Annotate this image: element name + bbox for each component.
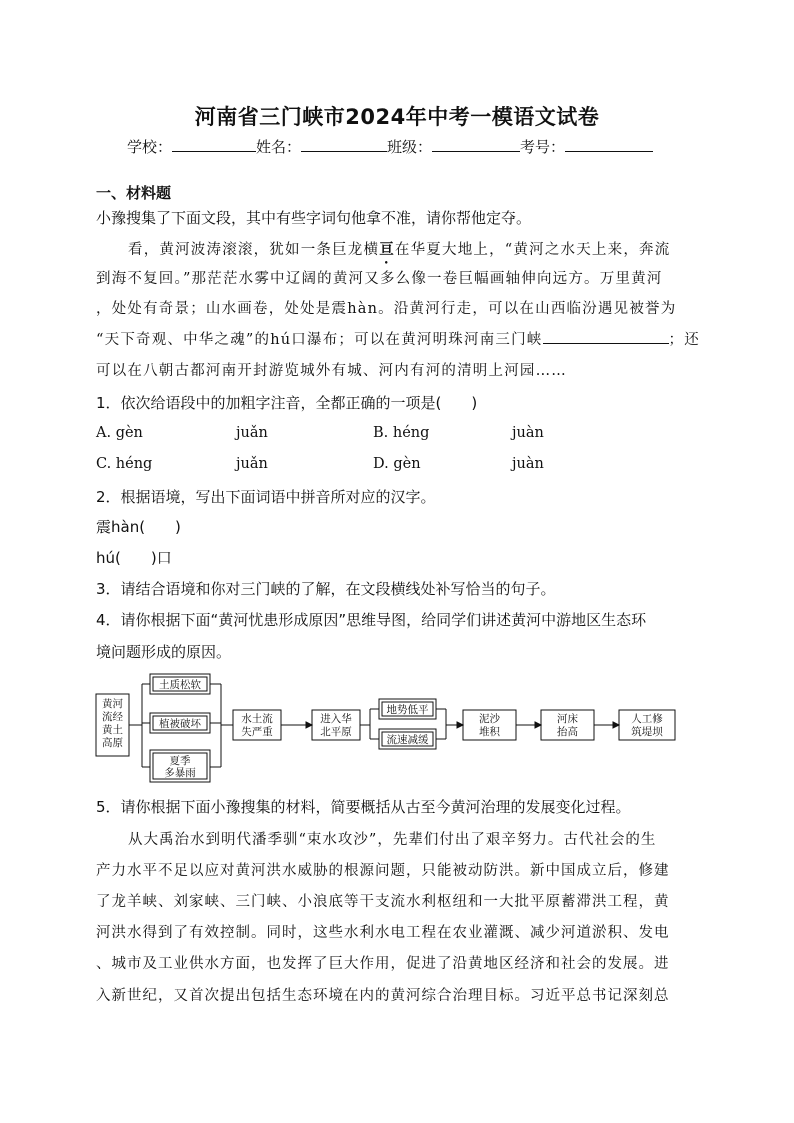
mindmap-n4a: 泥沙 bbox=[479, 713, 500, 725]
passage-line-3: ，处处有奇景；山水画卷，处处是震hàn。沿黄河行走，可以在山西临汾遇见被誉为 bbox=[96, 301, 677, 317]
question-3: 3．请结合语境和你对三门峡的了解，在文段横线处补写恰当的句子。 bbox=[96, 580, 556, 598]
passage-text: “天下奇观、中华之魂”的hú口瀑布；可以在黄河明珠河南三门峡 bbox=[96, 332, 543, 348]
mindmap-n3a: 进入华 bbox=[320, 713, 352, 725]
school-blank[interactable] bbox=[172, 137, 256, 152]
passage-line-2: 到海不复回。”那茫茫水雾中辽阔的黄河又多么像一卷巨幅画轴伸向远方。万里黄河 bbox=[96, 271, 663, 287]
mindmap-cause-3a: 夏季 bbox=[169, 755, 191, 767]
question-2: 2．根据语境，写出下面词语中拼音所对应的汉字。 bbox=[96, 488, 436, 506]
option-a-1[interactable]: A. gèn bbox=[96, 425, 143, 441]
name-label: 姓名： bbox=[256, 138, 302, 156]
name-blank[interactable] bbox=[301, 137, 387, 152]
mindmap-n2b: 失严重 bbox=[241, 726, 273, 738]
mindmap-n3b: 北平原 bbox=[320, 726, 352, 738]
mindmap-root-text-2: 流经 bbox=[102, 711, 123, 723]
mindmap-mid-2: 流速减缓 bbox=[386, 734, 429, 746]
passage-line-4 bbox=[96, 328, 700, 349]
mindmap-cause-1: 土质松软 bbox=[159, 679, 201, 691]
mindmap-cause-3b: 多暴雨 bbox=[164, 767, 196, 779]
passage-line-5: 可以在八朝古都河南开封游览城外有城、河内有河的清明上河园…… bbox=[96, 363, 567, 379]
page-title: 河南省三门峡市2024年中考一模语文试卷 bbox=[194, 105, 600, 129]
id-label: 考号： bbox=[520, 138, 566, 156]
option-b-2: juàn bbox=[512, 425, 544, 441]
material-line-3: 了龙羊峡、刘家峡、三门峡、小浪底等干支流水利枢纽和一大批平原蓄滞洪工程，黄 bbox=[96, 894, 670, 910]
section-intro: 小豫搜集了下面文段，其中有些字词句他拿不准，请你帮他定夺。 bbox=[96, 209, 532, 227]
material-line-5: 、城市及工业供水方面，也发挥了巨大作用，促进了沿黄地区经济和社会的发展。进 bbox=[96, 956, 670, 972]
mindmap-diagram bbox=[90, 670, 710, 786]
answer-blank[interactable] bbox=[543, 329, 669, 344]
option-c-2: juǎn bbox=[236, 456, 268, 472]
mindmap-n2a: 水土流 bbox=[241, 713, 273, 725]
question-2-word-1[interactable]: 震hàn( ) bbox=[96, 518, 181, 536]
mindmap-n5a: 河床 bbox=[557, 713, 578, 725]
option-d-1[interactable]: D. gèn bbox=[373, 456, 421, 472]
passage-text: 看，黄河波涛滚滚，犹如一条巨龙横 bbox=[128, 242, 380, 258]
material-line-2: 产力水平不足以应对黄河洪水威胁的根源问题，只能被动防洪。新中国成立后，修建 bbox=[96, 863, 670, 879]
option-d-2: juàn bbox=[512, 456, 544, 472]
mindmap-n6a: 人工修 bbox=[631, 713, 663, 725]
option-a-2: juǎn bbox=[236, 425, 268, 441]
question-4-line-2: 境问题形成的原因。 bbox=[96, 643, 232, 661]
student-info-row bbox=[127, 136, 653, 157]
class-label: 班级： bbox=[387, 138, 433, 156]
mindmap-mid-1: 地势低平 bbox=[386, 704, 429, 716]
passage-text: 在华夏大地上，“黄河之水天上来，奔流 bbox=[394, 242, 671, 258]
material-line-1: 从大禹治水到明代潘季驯“束水攻沙”，先辈们付出了艰辛努力。古代社会的生 bbox=[128, 832, 657, 848]
material-line-4: 河洪水得到了有效控制。同时，这些水利水电工程在农业灌溉、减少河道淤积、发电 bbox=[96, 925, 670, 941]
bold-char: 亘 bbox=[379, 241, 395, 258]
mindmap-n6b: 筑堤坝 bbox=[631, 726, 663, 738]
option-c-1[interactable]: C. héng bbox=[96, 456, 153, 472]
mindmap-cause-2: 植被破坏 bbox=[159, 718, 201, 730]
mindmap-root-text-4: 高原 bbox=[102, 737, 123, 749]
question-4-line-1: 4．请你根据下面“黄河忧患形成原因”思维导图，给同学们讲述黄河中游地区生态环 bbox=[96, 611, 647, 629]
material-line-6: 入新世纪，又首次提出包括生态环境在内的黄河综合治理目标。习近平总书记深刻总 bbox=[96, 988, 670, 1004]
id-blank[interactable] bbox=[565, 137, 653, 152]
question-1: 1．依次给语段中的加粗字注音，全都正确的一项是( ) bbox=[96, 394, 478, 412]
question-2-word-2[interactable]: hú( )口 bbox=[96, 549, 172, 567]
mindmap-n5b: 抬高 bbox=[557, 726, 578, 738]
passage-text: ；还 bbox=[668, 332, 700, 348]
mindmap-n4b: 堆积 bbox=[479, 726, 500, 738]
question-5: 5．请你根据下面小豫搜集的材料，简要概括从古至今黄河治理的发展变化过程。 bbox=[96, 798, 631, 816]
section-heading: 一、材料题 bbox=[96, 184, 172, 202]
mindmap-root-text-1: 黄河 bbox=[102, 698, 123, 710]
option-b-1[interactable]: B. héng bbox=[373, 425, 430, 441]
class-blank[interactable] bbox=[432, 137, 520, 152]
mindmap-root-text-3: 黄土 bbox=[102, 724, 123, 736]
passage-line-1 bbox=[128, 238, 670, 267]
school-label: 学校： bbox=[127, 138, 173, 156]
